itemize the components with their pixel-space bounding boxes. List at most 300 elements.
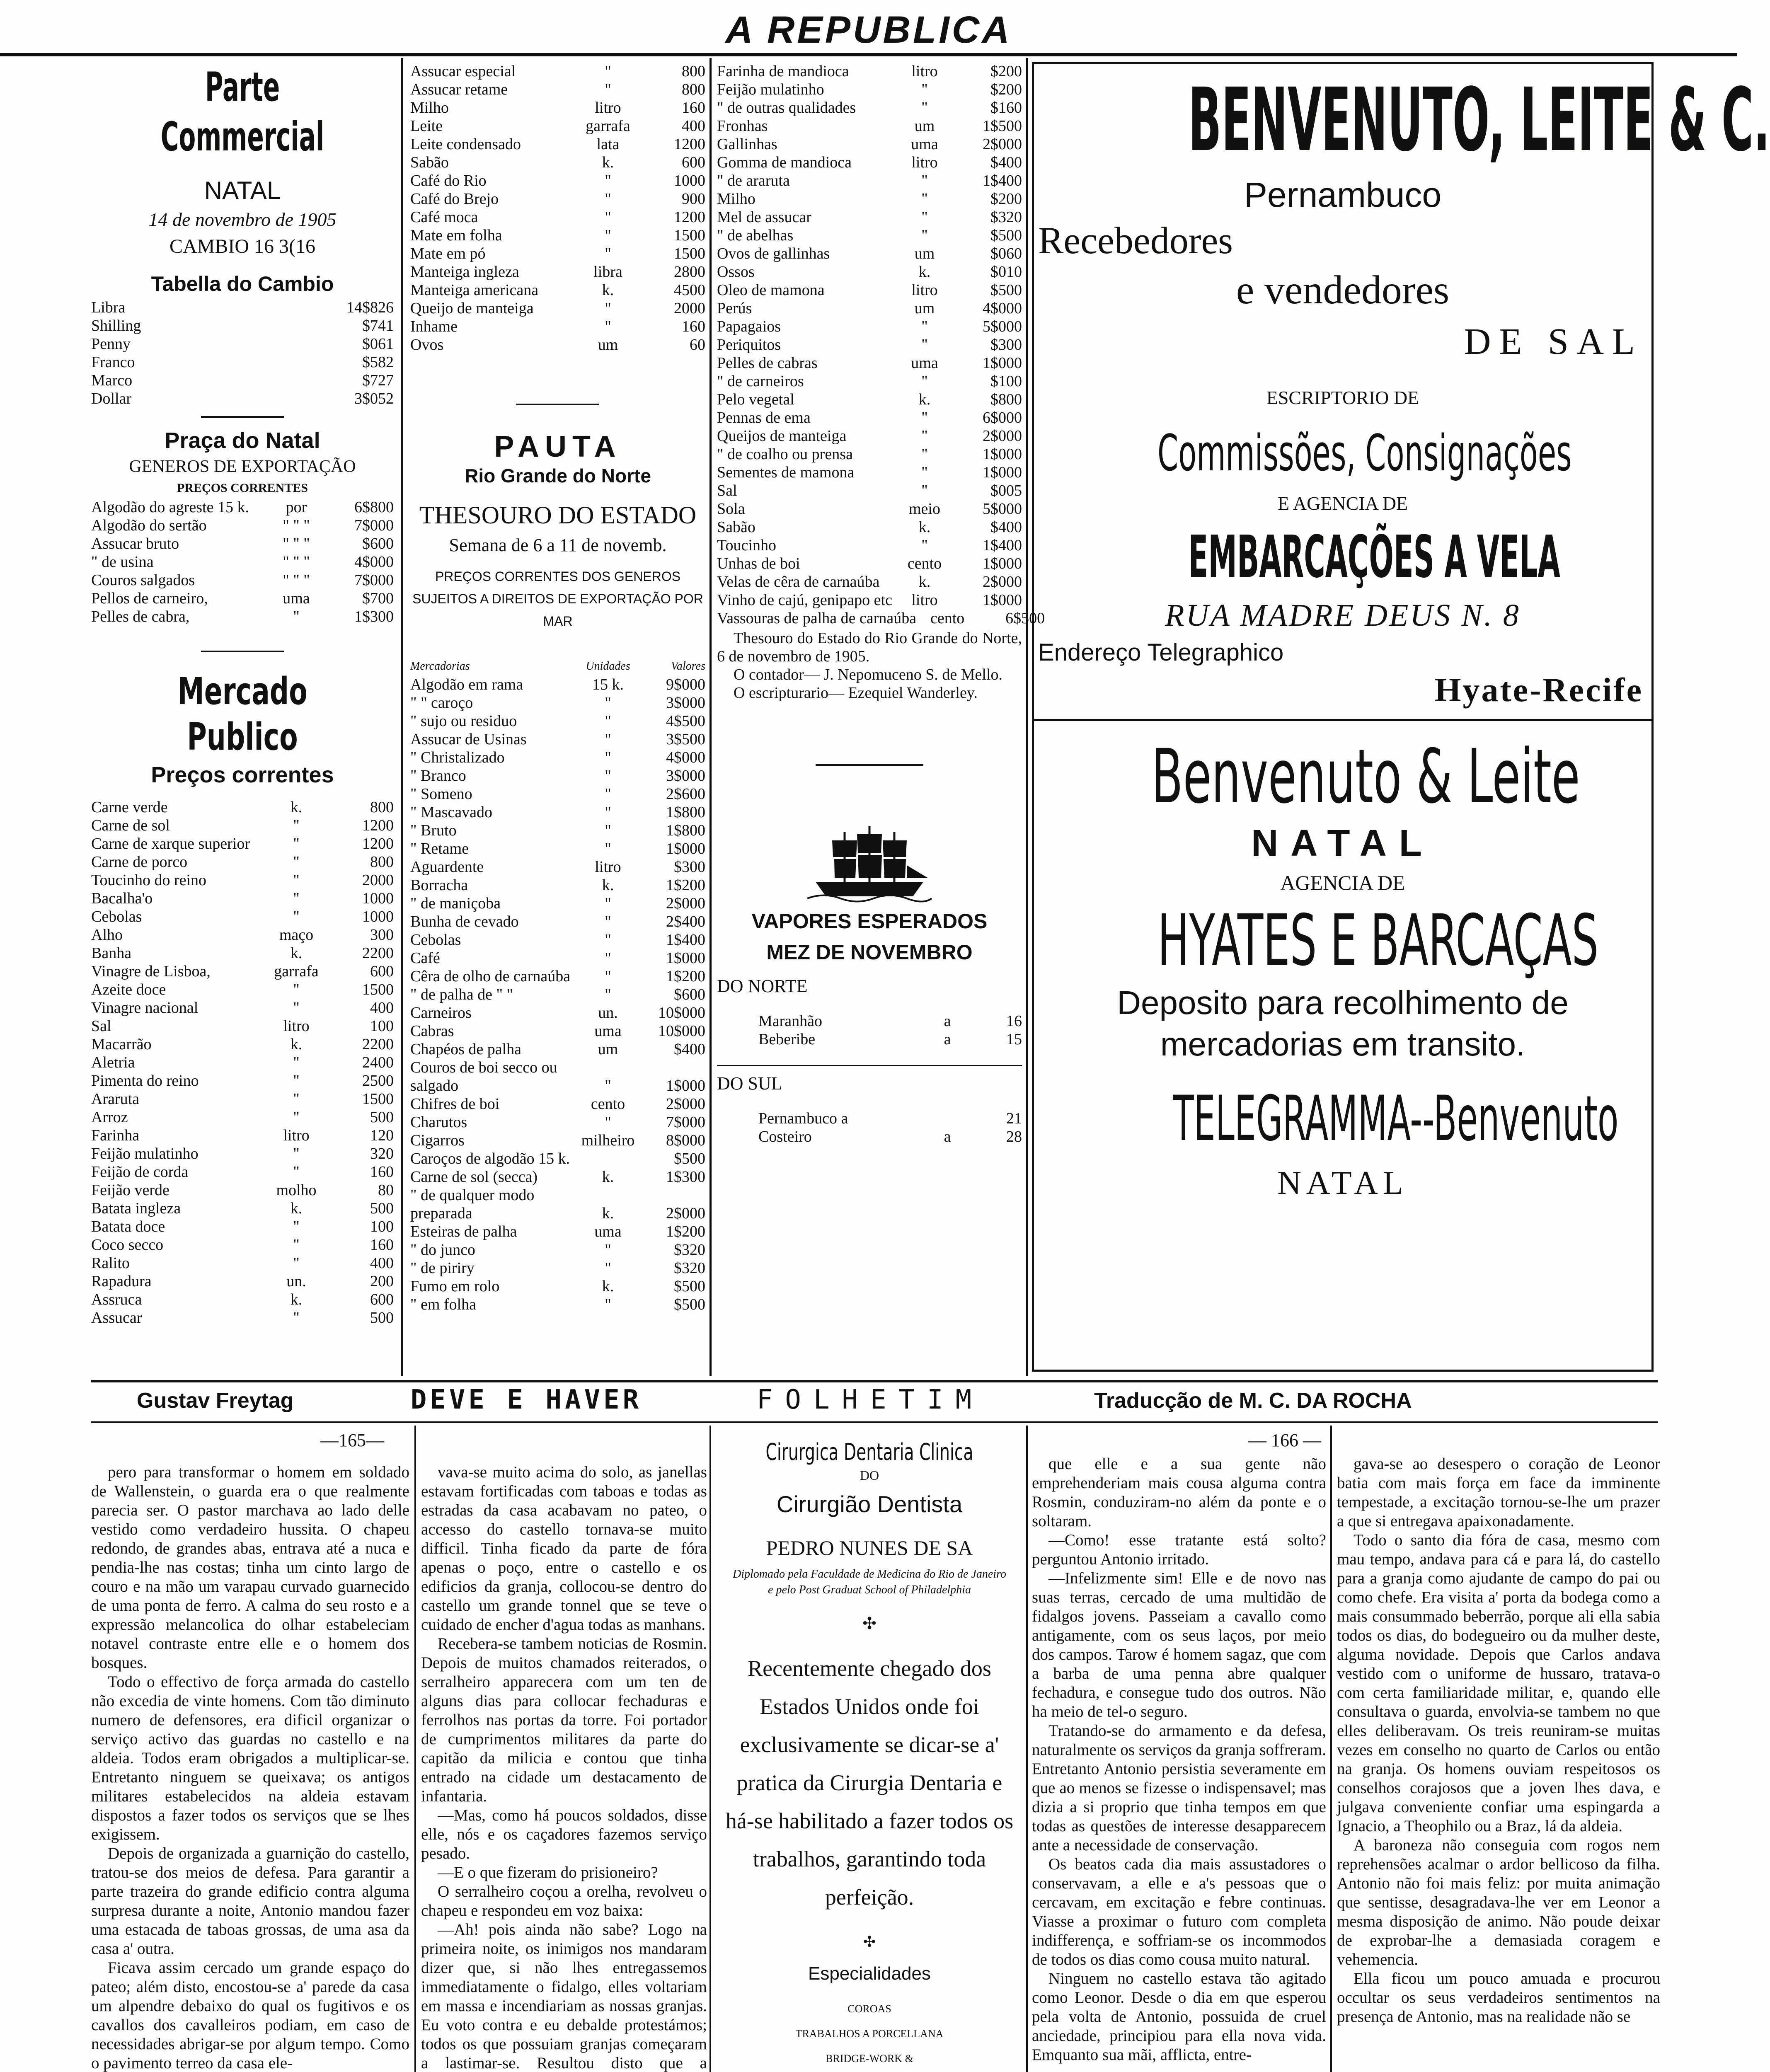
price-unit: " xyxy=(921,81,928,98)
price-value: $200 xyxy=(990,63,1022,80)
market-title: Mercado Publico xyxy=(177,670,308,759)
price-row xyxy=(91,1181,394,1199)
dentist-title: Cirurgião Dentista xyxy=(776,1491,963,1517)
price-unit: " xyxy=(605,1113,611,1131)
price-name: Algodão do agreste 15 k. xyxy=(91,499,249,516)
price-name: Pimenta do reino xyxy=(91,1072,199,1089)
folhetim-rule-top xyxy=(91,1380,1658,1382)
price-unit: k. xyxy=(290,1291,303,1308)
price-unit: " xyxy=(605,245,611,262)
price-unit: " xyxy=(605,986,611,1003)
folhetim-label: FOLHETIM xyxy=(756,1385,984,1415)
ad-commissions: Commissões, Consignações xyxy=(1157,425,1572,482)
price-name: Azeite doce xyxy=(91,981,166,998)
price-row xyxy=(410,785,705,803)
price-name: Oleo de mamona xyxy=(717,281,825,299)
page-number-left: —165— xyxy=(320,1430,384,1450)
commercial-city: NATAL xyxy=(204,177,281,204)
price-unit: uma xyxy=(911,136,938,153)
price-unit: k. xyxy=(602,876,614,894)
ship-day: 16 xyxy=(1006,1012,1022,1030)
price-value: 2$000 xyxy=(666,1095,705,1113)
price-value: 2200 xyxy=(362,944,394,962)
price-row xyxy=(410,117,705,135)
price-value: 160 xyxy=(682,99,705,116)
commercial-date: 14 de novembro de 1905 xyxy=(148,209,337,230)
price-value xyxy=(639,1186,705,1204)
ad-deposit: Deposito para recolhimento de mercadorias em transito. xyxy=(1117,984,1569,1063)
price-row xyxy=(717,409,1022,427)
price-unit: k. xyxy=(602,1168,614,1186)
price-row xyxy=(717,536,1022,554)
price-name: Sal xyxy=(91,1017,111,1035)
price-unit: cento xyxy=(907,555,942,572)
cambio: CAMBIO 16 3(16 xyxy=(169,235,315,257)
price-name: " Mascavado xyxy=(410,804,493,821)
price-row xyxy=(410,1058,705,1077)
price-value: 500 xyxy=(370,1109,394,1126)
price-name: Couros de boi secco ou xyxy=(410,1059,557,1076)
price-value: 1$400 xyxy=(983,537,1022,554)
col2-price-list xyxy=(410,62,705,354)
price-unit: " xyxy=(605,804,611,821)
price-name: Mate em folha xyxy=(410,227,502,244)
price-name: Sal xyxy=(717,482,737,499)
price-unit xyxy=(577,1186,639,1204)
price-row xyxy=(91,1272,394,1290)
price-unit: un. xyxy=(286,1273,306,1290)
price-row xyxy=(91,1218,394,1236)
price-unit: " xyxy=(605,785,611,803)
price-name: Papagaios xyxy=(717,318,781,335)
price-name: " de qualquer modo xyxy=(410,1186,535,1204)
price-unit: k. xyxy=(918,263,931,281)
folhetim-title: DEVE E HAVER xyxy=(410,1385,642,1415)
price-unit: " xyxy=(605,749,611,766)
price-value: $300 xyxy=(674,858,705,876)
price-value: $600 xyxy=(362,535,394,552)
price-name: Algodão em rama xyxy=(410,676,523,693)
price-name: " de araruta xyxy=(717,172,790,189)
price-value: 2$000 xyxy=(666,895,705,912)
price-row xyxy=(410,803,705,821)
price-name: Feijão de corda xyxy=(91,1163,189,1181)
price-unit: " xyxy=(921,482,928,499)
price-row xyxy=(410,80,705,99)
dentist-diploma: Diplomado pela Faculdade de Medicina do Rio de Janeiro e pelo Post Graduat School of Philadelphia xyxy=(733,1568,1006,1596)
price-row xyxy=(410,299,705,317)
price-row xyxy=(410,1168,705,1186)
price-row xyxy=(410,1186,705,1204)
price-value: 6$500 xyxy=(1005,610,1045,627)
price-row xyxy=(410,675,705,694)
divider-glyph: ✣ xyxy=(863,1934,876,1950)
price-name: " " caroço xyxy=(410,694,473,712)
price-name: Mate em pó xyxy=(410,245,486,262)
price-name: Pennas de ema xyxy=(717,409,811,426)
pauta-table xyxy=(410,675,705,1314)
price-row xyxy=(717,317,1022,336)
price-unit: " xyxy=(293,817,300,834)
price-value: 1$000 xyxy=(983,591,1022,609)
price-name: Feijão mulatinho xyxy=(91,1145,199,1162)
do-sul-label: DO SUL xyxy=(717,1073,782,1094)
price-row xyxy=(410,858,705,876)
ship-a: a xyxy=(944,1012,951,1030)
exchange-row xyxy=(91,390,394,408)
price-row xyxy=(410,1131,705,1150)
price-name: Assucar especial xyxy=(410,63,516,80)
ad-boats: EMBARCAÇÕES A VELA xyxy=(1188,523,1560,591)
price-name: Sabão xyxy=(410,154,449,171)
price-value: 1200 xyxy=(362,835,394,852)
dentist-clinic: Cirurgica Dentaria Clinica xyxy=(765,1439,973,1466)
price-value: 2800 xyxy=(674,263,705,281)
price-value: $320 xyxy=(674,1259,705,1277)
price-value: 1$200 xyxy=(666,968,705,985)
price-value: $010 xyxy=(990,263,1022,281)
price-value: $500 xyxy=(674,1278,705,1295)
price-row xyxy=(91,1072,394,1090)
price-row xyxy=(91,1163,394,1181)
dentist-spec-title: Especialidades xyxy=(808,1963,931,1984)
price-row xyxy=(717,482,1022,500)
price-value: 1$000 xyxy=(983,464,1022,481)
price-unit: por xyxy=(286,499,307,516)
price-row xyxy=(717,463,1022,482)
price-name: Aguardente xyxy=(410,858,484,876)
header-unidades: Unidades xyxy=(586,660,630,673)
price-name: Cigarros xyxy=(410,1132,465,1149)
price-value: 800 xyxy=(370,853,394,871)
masthead-rule xyxy=(0,53,1737,56)
serial-paragraph: Ninguem no castello estava tão agitado como Leonor. Desde o dia em que esperou pela volta de Antonio, possuida de cruel anciedade, principiou para ella nova vida. Emquanto sua mãi, afflicta, entre- xyxy=(1032,1970,1326,2064)
price-value: 7$000 xyxy=(354,571,394,589)
price-row xyxy=(717,518,1022,536)
price-unit: 15 k. xyxy=(592,676,624,693)
price-name: Periquitos xyxy=(717,336,781,353)
price-value: 1500 xyxy=(674,227,705,244)
price-unit: k. xyxy=(290,1200,303,1217)
price-name: Caroços de algodão 15 k. xyxy=(410,1150,570,1167)
price-name: Rapadura xyxy=(91,1273,152,1290)
price-row xyxy=(91,516,394,535)
commercial-column xyxy=(91,62,394,1372)
price-value: 3$000 xyxy=(666,694,705,712)
price-row xyxy=(91,908,394,926)
price-unit: cento xyxy=(930,610,965,627)
price-unit: " xyxy=(605,931,611,949)
price-value: 2400 xyxy=(362,1054,394,1071)
price-name: " sujo ou residuo xyxy=(410,712,517,730)
price-unit: " xyxy=(921,409,928,426)
serial-paragraph: —Mas, como há poucos soldados, disse elle, nós e os caçadores fazemos serviço pesado. xyxy=(421,1806,707,1862)
price-value: 4500 xyxy=(674,281,705,299)
price-name: Gallinhas xyxy=(717,136,777,153)
ship-row xyxy=(758,1030,1022,1048)
price-row xyxy=(717,263,1022,281)
price-value: 1$000 xyxy=(666,840,705,857)
price-name: Assucar retame xyxy=(410,81,508,98)
price-value: 2$000 xyxy=(983,136,1022,153)
price-value: 1200 xyxy=(674,208,705,226)
price-value: 1$500 xyxy=(983,117,1022,135)
price-name: Pelles de cabras xyxy=(717,354,818,372)
price-name: Bunha de cevado xyxy=(410,913,519,930)
price-value: 7$000 xyxy=(666,1113,705,1131)
folhetim-author: Gustav Freytag xyxy=(137,1389,294,1413)
price-row xyxy=(91,853,394,871)
price-name: Cêra de olho de carnaúba xyxy=(410,968,571,985)
price-name: Farinha de mandioca xyxy=(717,63,849,80)
folhetim-col5 xyxy=(1337,1455,1660,2072)
ship-row xyxy=(758,1109,1022,1128)
price-name: preparada xyxy=(410,1205,472,1222)
price-value: $500 xyxy=(990,281,1022,299)
price-name: " de carneiros xyxy=(717,373,804,390)
semana: Semana de 6 a 11 de novemb. xyxy=(449,535,667,555)
price-row xyxy=(717,500,1022,518)
price-name: Assucar xyxy=(91,1309,142,1326)
price-row xyxy=(410,62,705,80)
price-row xyxy=(717,609,1045,627)
price-name: Banha xyxy=(91,944,132,962)
price-unit: " xyxy=(293,1090,300,1108)
ship-day: 15 xyxy=(1006,1031,1022,1048)
price-name: Carne de xarque superior xyxy=(91,835,250,852)
ad-address: RUA MADRE DEUS N. 8 xyxy=(1165,598,1521,633)
price-name: Carne verde xyxy=(91,799,168,816)
price-name: Ovos de gallinhas xyxy=(717,245,830,262)
price-row xyxy=(410,172,705,190)
price-name: Batata ingleza xyxy=(91,1200,181,1217)
price-value xyxy=(639,1058,705,1077)
price-row xyxy=(717,99,1022,117)
pauta-column xyxy=(410,62,705,1372)
price-name: Café xyxy=(410,949,440,967)
price-row xyxy=(91,1090,394,1108)
price-value: 600 xyxy=(370,963,394,980)
price-value: 1$000 xyxy=(983,445,1022,463)
price-name: Ralito xyxy=(91,1254,130,1272)
currency-name: Penny xyxy=(91,335,131,353)
serial-paragraph: Todo o santo dia fóra de casa, mesmo com mau tempo, andava para cá e para lá, do castello para a granja como ajudante de campo do pai ou como chefe. Era visita a' porta da bodega como a mais consummado beberrão, porque ali ella sabia todos os dias, do bodegueiro ou da mulher deste, alguma novidade. Depois que Carlos andava vestido com o uniforme de hussaro, tratava-o com certa familiaridade militar, e, quando elle consultava o guarda, envolvia-se tambem no que elles deliberavam. Os treis reuniram-se muitas vezes em conselho no quarto de Carlos ou então na granja. Os homens ouviam respeitosos os conselhos corajosos que a joven lhes dava, e julgava conveniente confiar uma espingarda a Ignacio, a Theophilo ou a Braz, lá da aldeia. xyxy=(1337,1531,1660,1835)
price-value: 800 xyxy=(682,81,705,98)
price-value: 1$200 xyxy=(666,1223,705,1240)
price-row xyxy=(410,894,705,913)
price-unit: " xyxy=(605,1241,611,1259)
price-row xyxy=(410,876,705,894)
ship-name: Beberibe xyxy=(758,1031,816,1048)
price-unit: uma xyxy=(283,590,310,607)
price-unit xyxy=(577,1058,639,1077)
price-row xyxy=(410,153,705,172)
price-unit: " xyxy=(921,336,928,353)
price-value: 120 xyxy=(370,1127,394,1144)
price-row xyxy=(91,1017,394,1035)
price-unit: um xyxy=(914,245,935,262)
price-row xyxy=(91,835,394,853)
price-row xyxy=(91,498,394,516)
exchange-row xyxy=(91,335,394,353)
price-name: Macarrão xyxy=(91,1036,152,1053)
price-row xyxy=(91,798,394,816)
price-unit: " xyxy=(605,190,611,208)
price-unit: litro xyxy=(911,281,938,299)
pauta-subtitle: Rio Grande do Norte xyxy=(465,465,651,487)
market-subtitle: Preços correntes xyxy=(151,762,334,787)
price-value: 1$200 xyxy=(666,876,705,894)
price-name: Unhas de boi xyxy=(717,555,800,572)
price-name: Leite xyxy=(410,117,443,135)
price-unit: litro xyxy=(283,1127,310,1144)
price-value: $300 xyxy=(990,336,1022,353)
masthead: A REPUBLICA xyxy=(725,9,1012,51)
price-value: 5$000 xyxy=(983,500,1022,518)
price-unit: " xyxy=(293,1254,300,1272)
price-row xyxy=(717,135,1022,153)
divider-glyph: ✣ xyxy=(862,1614,877,1633)
serial-paragraph: Ella ficou um pouco amuada e procurou occultar os seus verdadeiros sentimentos na presença de Antonio, mas na realidade não se xyxy=(1337,1970,1660,2026)
price-name: Assruca xyxy=(91,1291,142,1308)
exchange-row xyxy=(91,371,394,390)
price-name: Toucinho do reino xyxy=(91,871,207,889)
price-value: $500 xyxy=(674,1150,705,1167)
export-title: GENEROS DE EXPORTAÇÃO xyxy=(129,457,356,476)
price-name: " Retame xyxy=(410,840,469,857)
price-unit: " xyxy=(293,1218,300,1235)
price-row xyxy=(717,80,1022,99)
price-value: 9$000 xyxy=(666,676,705,693)
price-row xyxy=(410,263,705,281)
commercial-title: Parte Commercial xyxy=(160,64,324,160)
price-unit: " xyxy=(921,373,928,390)
price-row xyxy=(91,1145,394,1163)
pauta-closing: Thesouro do Estado do Rio Grande do Norte, 6 de novembro de 1905. xyxy=(717,629,1022,665)
currency-name: Libra xyxy=(91,299,126,316)
price-row xyxy=(410,913,705,931)
price-value: 6$800 xyxy=(354,499,394,516)
price-unit: " xyxy=(921,190,928,208)
price-unit: " xyxy=(605,172,611,189)
price-name: Cebolas xyxy=(410,931,461,949)
price-unit: " xyxy=(293,908,300,925)
price-row xyxy=(410,730,705,748)
price-value: 1000 xyxy=(674,172,705,189)
serial-paragraph: —Infelizmente sim! Elle e de novo nas suas terras, cercado de uma multidão de fidalgos jovens. Passeiam a cavallo como antigamente, com os seus laços, por meio dos campos. Tarow é homem sagaz, que com a barba de uma penna abre qualquer fechadura, e consegue tudo dos outros. Não ha meio de tel-o seguro. xyxy=(1032,1569,1326,1721)
price-unit: k. xyxy=(290,944,303,962)
price-name: Arroz xyxy=(91,1109,128,1126)
price-unit: " " " xyxy=(283,571,310,589)
ad-natal: NATAL xyxy=(1251,823,1434,864)
price-value: 1$400 xyxy=(983,172,1022,189)
price-unit: " xyxy=(293,1163,300,1181)
pauta-title: PAUTA xyxy=(494,430,622,463)
price-value: 600 xyxy=(682,154,705,171)
price-value: 5$000 xyxy=(983,318,1022,335)
price-value: 2$000 xyxy=(666,1205,705,1222)
price-row xyxy=(717,244,1022,263)
price-unit: libra xyxy=(593,263,622,281)
price-row xyxy=(717,172,1022,190)
price-value: $700 xyxy=(362,590,394,607)
serial-paragraph: Tratando-se do armamento e da defesa, naturalmente os serviços da granja soffreram. Entretanto Antonio persistia severamente em que ao menos se fizesse o indispensavel; mas dizia a si proprio que tinha tempos em que todas as questões de interesse desapparecem ante a necessidade de conservação. xyxy=(1032,1722,1326,1854)
price-name: " Christalizado xyxy=(410,749,505,766)
price-row xyxy=(717,573,1022,591)
price-name: Café do Brejo xyxy=(410,190,499,208)
price-value: 1$000 xyxy=(666,949,705,967)
currency-name: Franco xyxy=(91,353,135,371)
price-name: " Bruto xyxy=(410,822,457,839)
price-name: Manteiga americana xyxy=(410,281,539,299)
price-unit: un. xyxy=(598,1004,618,1021)
price-name: Queijos de manteiga xyxy=(717,427,847,445)
exchange-row xyxy=(91,317,394,335)
column-rule xyxy=(709,58,712,1376)
price-row xyxy=(410,1040,705,1058)
price-value: $200 xyxy=(990,81,1022,98)
price-value: 300 xyxy=(370,926,394,944)
price-unit: " xyxy=(921,318,928,335)
price-name: Fumo em rolo xyxy=(410,1278,500,1295)
price-row xyxy=(91,999,394,1017)
price-row xyxy=(410,190,705,208)
price-unit: " xyxy=(605,694,611,712)
price-unit: " xyxy=(921,99,928,116)
price-name: Vinagre de Lisboa, xyxy=(91,963,211,980)
price-value: 600 xyxy=(370,1291,394,1308)
column-rule xyxy=(1026,58,1028,1376)
price-name: Sola xyxy=(717,500,745,518)
currency-rate: $582 xyxy=(362,353,394,371)
ship-day: 21 xyxy=(1006,1110,1022,1127)
price-value: 100 xyxy=(370,1218,394,1235)
price-unit: litro xyxy=(911,154,938,171)
price-name: Esteiras de palha xyxy=(410,1223,517,1240)
serial-paragraph: Os beatos cada dia mais assustadores o conservavam, a elle e a's pessoas que o cercavam, em excitação e febre continuas. Viasse a proximar o futuro com completa indifferença, e soffriam-se os incommodos de todos os dias como cousa muito natural. xyxy=(1032,1855,1326,1968)
price-row xyxy=(717,591,1022,609)
sul-list xyxy=(758,1109,1022,1146)
price-row xyxy=(91,1199,394,1218)
ad-telegraph: Endereço Telegraphico xyxy=(1038,639,1284,666)
price-value: 160 xyxy=(370,1236,394,1254)
dentist-spec1: COROAS xyxy=(847,2003,891,2015)
price-value: 1$300 xyxy=(666,1168,705,1186)
price-row xyxy=(717,299,1022,317)
price-name: " de usina xyxy=(91,553,154,571)
price-name: Inhame xyxy=(410,318,458,335)
price-value: $400 xyxy=(990,518,1022,536)
price-unit: " xyxy=(293,1236,300,1254)
price-row xyxy=(410,1150,705,1168)
price-row xyxy=(91,608,394,626)
price-unit: " " " xyxy=(283,517,310,534)
price-value: 500 xyxy=(370,1200,394,1217)
currency-rate: $727 xyxy=(362,372,394,389)
price-name: Couros salgados xyxy=(91,571,195,589)
price-row xyxy=(717,427,1022,445)
price-name: Borracha xyxy=(410,876,468,894)
dentist-spec3: BRIDGE-WORK & xyxy=(826,2053,913,2065)
serial-paragraph: Recebera-se tambem noticias de Rosmin. Depois de muitos chamados reiterados, o serralheiro apparecera com um ten de alguns dias para collocar fechaduras e ferrolhos nas portas da torre. Foi portador de cumprimentos militares da parte do capitão da milicia e contou que tinha entrado na cidade um destacamento de infantaria. xyxy=(421,1635,707,1805)
price-name: Batata doce xyxy=(91,1218,165,1235)
header-mercadorias: Mercadorias xyxy=(410,660,470,673)
price-row xyxy=(717,117,1022,135)
price-unit: uma xyxy=(594,1022,622,1040)
norte-list xyxy=(758,1012,1022,1048)
price-value: 1500 xyxy=(362,1090,394,1108)
ad-line2: e vendedores xyxy=(1236,268,1450,312)
